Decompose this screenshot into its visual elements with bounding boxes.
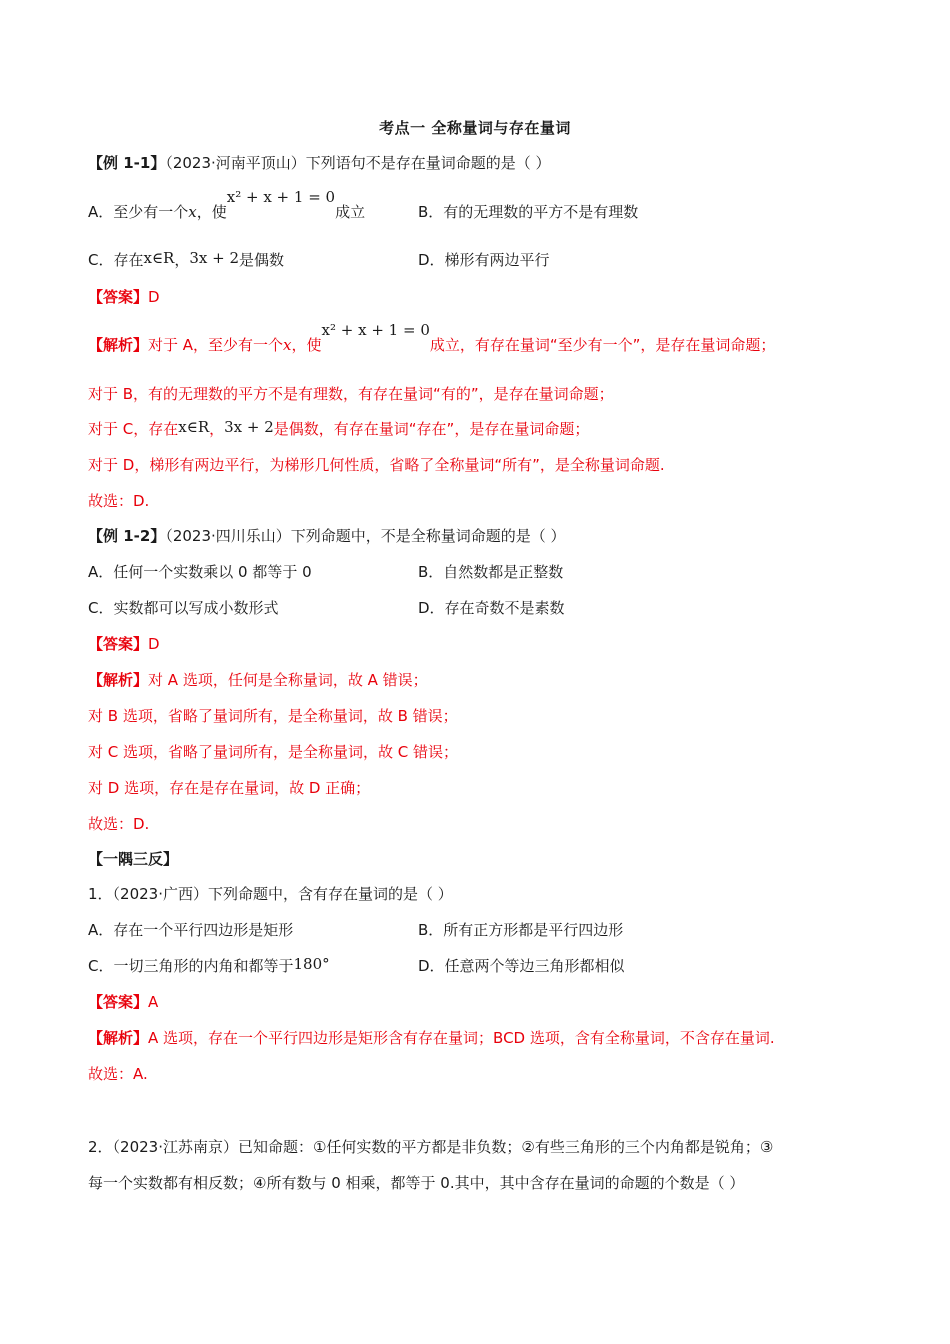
analysis-line-2: 故选：A. [88,1065,148,1083]
analysis-text: 对 A 选项，任何是全称量词，故 A 错误； [148,671,428,689]
analysis-line-2: 对 B 选项，省略了量词所有，是全称量词，故 B 错误； [88,707,458,725]
answer-value: D [148,635,160,653]
answer-line [88,633,160,655]
answer-tag: 【答案】 [88,288,149,306]
example-source: （2023·四川乐山）下列命题中，不是全称量词命题的是（ ） [165,527,566,545]
answer-tag: 【答案】 [88,993,149,1011]
option-a: A．任何一个实数乘以 0 都等于 0 [88,563,312,581]
analysis-post: 是偶数，有存在量词“存在”，是存在量词命题； [273,420,590,438]
option-d: D．任意两个等边三角形都相似 [418,957,625,975]
analysis-line-3 [88,418,589,440]
answer-line [88,286,160,308]
analysis-line-1 [88,669,428,691]
analysis-text: 对于 A，至少有一个 [148,336,284,354]
equation: x² + x + 1 = 0 [226,188,336,206]
analysis-line-1 [88,321,776,356]
analysis-tag: 【解析】 [88,671,149,689]
example-source: （2023·河南平顶山）下列语句不是存在量词命题的是（ ） [165,154,551,172]
option-d: D．存在奇数不是素数 [418,599,565,617]
option-a-mid: ，使 [196,203,227,221]
example-1-1-heading [88,152,551,174]
option-c-text: C．存在 [88,251,144,269]
var-x: x [188,203,197,221]
option-d: D．梯形有两边平行 [418,251,550,269]
var-x: x [283,336,292,354]
analysis-line-3: 对 C 选项，省略了量词所有，是全称量词，故 C 错误； [88,743,459,761]
analysis-line-1 [88,1027,775,1049]
option-c [88,955,330,977]
option-a-text: A．至少有一个 [88,203,189,221]
question-2-line-1: 2．（2023·江苏南京）已知命题：①任何实数的平方都是非负数；②有些三角形的三个内角都是锐角；③ [88,1138,774,1156]
option-c: C．实数都可以写成小数形式 [88,599,279,617]
option-a [88,188,366,223]
analysis-text: A 选项，存在一个平行四边形是矩形含有存在量词；BCD 选项，含有全称量词，不含存在量词. [148,1029,775,1047]
answer-line [88,991,158,1013]
analysis-post: 成立，有存在量词“至少有一个”，是存在量词命题； [429,336,776,354]
analysis-line-4: 对于 D，梯形有两边平行，为梯形几何性质，省略了全称量词“所有”，是全称量词命题. [88,456,665,474]
set-expression: x∈R [143,249,175,267]
question-1-stem: 1．（2023·广西）下列命题中，含有存在量词的是（ ） [88,885,453,903]
option-c-text: C．一切三角形的内角和都等于 [88,957,294,975]
comma: ， [209,420,225,438]
comma: ， [174,251,190,269]
option-a: A．存在一个平行四边形是矩形 [88,921,294,939]
set-expression: x∈R [178,418,210,436]
example-tag: 【例 1-1】 [88,154,166,172]
example-tag: 【例 1-2】 [88,527,166,545]
option-b: B．有的无理数的平方不是有理数 [418,203,639,221]
analysis-line-4: 对 D 选项，存在是存在量词，故 D 正确； [88,779,371,797]
analysis-tag: 【解析】 [88,336,149,354]
practice-heading: 【一隅三反】 [88,850,179,868]
answer-value: D [148,288,160,306]
option-b: B．自然数都是正整数 [418,563,564,581]
equation: x² + x + 1 = 0 [321,321,430,339]
angle-value: 180° [293,955,330,973]
option-c [88,249,284,271]
section-title: 考点一 全称量词与存在量词 [379,119,571,137]
analysis-line-5: 故选：D. [88,492,150,510]
analysis-line-5: 故选：D. [88,815,150,833]
analysis-text: 对于 C，存在 [88,420,179,438]
option-c-post: 是偶数 [239,251,285,269]
answer-tag: 【答案】 [88,635,149,653]
example-1-2-heading [88,525,566,547]
expression: 3x + 2 [189,249,240,267]
answer-value: A [148,993,159,1011]
analysis-line-2: 对于 B，有的无理数的平方不是有理数，有存在量词“有的”，是存在量词命题； [88,385,614,403]
option-b: B．所有正方形都是平行四边形 [418,921,624,939]
analysis-tag: 【解析】 [88,1029,149,1047]
question-2-line-2: 每一个实数都有相反数；④所有数与 0 相乘，都等于 0.其中，其中含存在量词的命题的个数是（ ） [88,1174,745,1192]
expression: 3x + 2 [224,418,274,436]
option-a-post: 成立 [335,203,366,221]
analysis-mid: ，使 [291,336,322,354]
